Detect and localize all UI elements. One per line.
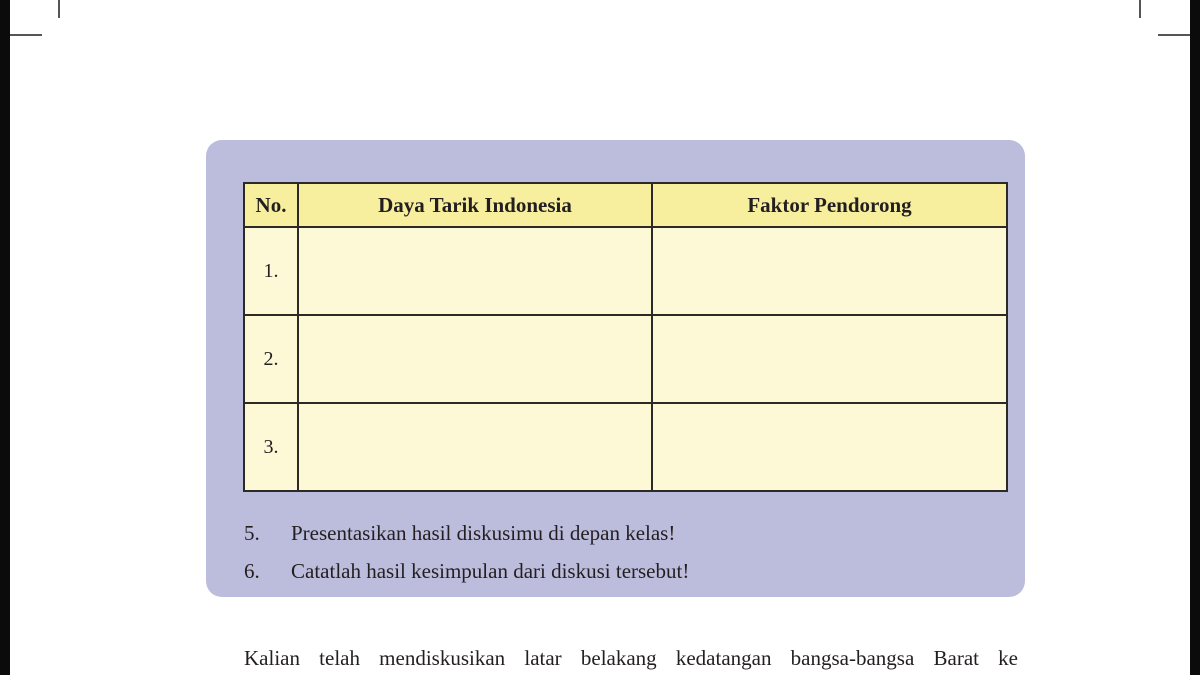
step-text: Presentasikan hasil diskusimu di depan kelas! bbox=[291, 521, 676, 545]
right-page-edge bbox=[1190, 0, 1200, 675]
daya-tarik-cell[interactable] bbox=[298, 403, 652, 491]
step-number: 5. bbox=[244, 521, 260, 545]
faktor-pendorong-cell[interactable] bbox=[652, 315, 1007, 403]
crop-mark-top-right-horizontal bbox=[1158, 34, 1190, 36]
activity-steps bbox=[244, 514, 689, 590]
faktor-pendorong-cell[interactable] bbox=[652, 227, 1007, 315]
row-number: 2. bbox=[244, 315, 298, 403]
crop-mark-top-right-vertical bbox=[1139, 0, 1141, 18]
row-number: 3. bbox=[244, 403, 298, 491]
daya-tarik-cell[interactable] bbox=[298, 315, 652, 403]
table-header-row bbox=[244, 183, 1007, 227]
activity-box bbox=[206, 140, 1025, 597]
step-text: Catatlah hasil kesimpulan dari diskusi tersebut! bbox=[291, 559, 690, 583]
header-no: No. bbox=[244, 183, 298, 227]
row-number: 1. bbox=[244, 227, 298, 315]
table-row bbox=[244, 403, 1007, 491]
crop-mark-top-left-horizontal bbox=[10, 34, 42, 36]
table-row bbox=[244, 315, 1007, 403]
header-faktor-pendorong: Faktor Pendorong bbox=[652, 183, 1007, 227]
left-page-edge bbox=[0, 0, 10, 675]
step-number: 6. bbox=[244, 559, 260, 583]
body-paragraph: Kalian telah mendiskusikan latar belakang kedatangan bangsa-bangsa Barat ke bbox=[244, 646, 1018, 670]
list-item bbox=[244, 552, 689, 590]
worksheet-table bbox=[243, 182, 1008, 492]
crop-mark-top-left-vertical bbox=[58, 0, 60, 18]
daya-tarik-cell[interactable] bbox=[298, 227, 652, 315]
faktor-pendorong-cell[interactable] bbox=[652, 403, 1007, 491]
table-row bbox=[244, 227, 1007, 315]
header-daya-tarik: Daya Tarik Indonesia bbox=[298, 183, 652, 227]
list-item bbox=[244, 514, 689, 552]
